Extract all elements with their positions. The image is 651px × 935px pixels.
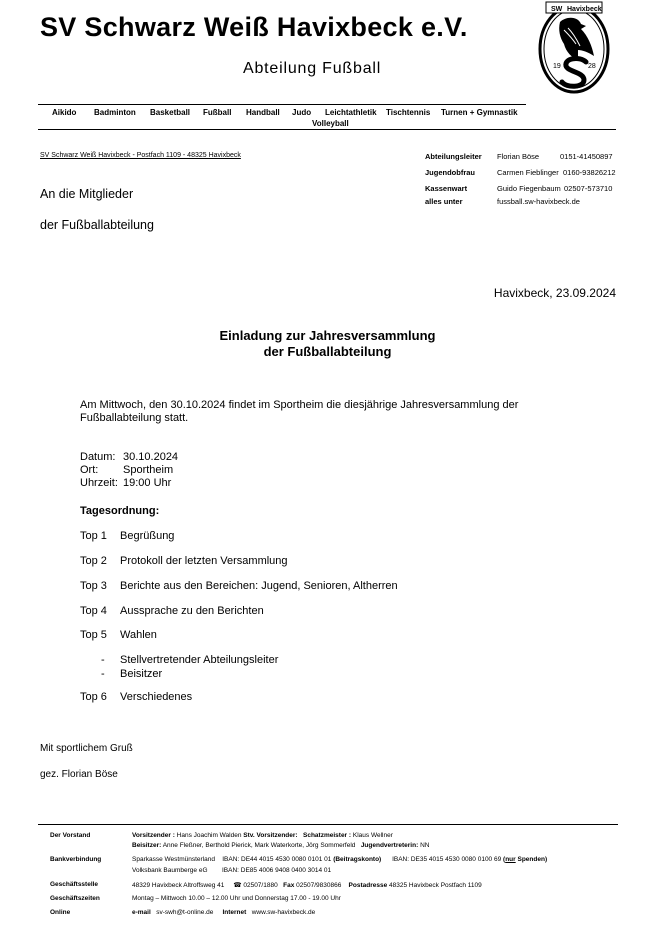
sport-judo: Judo [292, 108, 312, 117]
intro-line-1: Am Mittwoch, den 30.10.2024 findet im Sportheim die diesjährige Jahresversammlung der [80, 399, 519, 411]
election-dash: - [101, 654, 105, 666]
recipient-line-1: An die Mitglieder [40, 187, 134, 201]
contact-label: Jugendobfrau [425, 168, 475, 177]
footer-email-label: e-mail [132, 909, 151, 916]
phone-icon: ☎ [233, 882, 242, 889]
footer-website[interactable]: www.sw-havixbeck.de [251, 909, 316, 916]
footer-assessors-names: Anne Fleßner, Berthold Pierick, Mark Waterkorte, Jörg Sommerfeld [162, 842, 356, 849]
agenda-number: Top 5 [80, 629, 107, 641]
sport-aikido: Aikido [52, 108, 77, 117]
agenda-number: Top 6 [80, 691, 107, 703]
footer-bank1b-open: ( [503, 856, 506, 863]
footer-hours-label: Geschäftszeiten [50, 895, 100, 902]
election-item: Beisitzer [120, 668, 163, 680]
sport-volleyball: Volleyball [312, 119, 349, 128]
place-date: Havixbeck, 23.09.2024 [493, 286, 616, 300]
footer-office-line [132, 881, 482, 889]
footer-internet-label: Internet [222, 909, 247, 916]
contact-label: Kassenwart [425, 184, 468, 193]
sport-handball: Handball [246, 108, 280, 117]
subject-line-2: der Fußballabteilung [263, 344, 392, 359]
subject-line-1: Einladung zur Jahresversammlung [219, 328, 436, 343]
footer-bank1b-only: nur [505, 856, 516, 863]
sport-tischtennis: Tischtennis [386, 108, 431, 117]
sport-basketball: Basketball [150, 108, 191, 117]
footer-chair-label: Vorsitzender : [132, 832, 175, 839]
contact-phone: 0160-93826212 [563, 168, 616, 177]
footer-youth-name: NN [420, 842, 430, 849]
intro-line-2: Fußballabteilung statt. [80, 412, 189, 424]
footer-assessors-label: Beisitzer: [132, 842, 162, 849]
footer-office-address: 48329 Havixbeck Altroffsweg 41 [132, 882, 225, 889]
footer-bank1b-iban: IBAN: DE35 4015 4530 0080 0100 69 [392, 856, 502, 863]
footer-bank2-name: Volksbank Baumberge eG [132, 867, 208, 874]
footer-online-label: Online [50, 909, 71, 916]
sport-turnen-gymnastik: Turnen + Gymnastik [441, 108, 518, 117]
contact-name: Carmen Fieblinger [497, 168, 559, 177]
sports-rule [38, 129, 616, 130]
footer-board-label: Der Vorstand [50, 832, 91, 839]
detail-place-label: Ort: [80, 464, 99, 476]
agenda-item: Verschiedenes [120, 691, 193, 703]
footer-vice-label: Stv. Vorsitzender: [243, 832, 298, 839]
footer-online-line [132, 909, 315, 916]
footer-bank2-line [132, 867, 331, 874]
footer-board-line [132, 832, 393, 839]
footer-youth-label: Jugendvertreterin: [360, 842, 419, 849]
return-address: SV Schwarz Weiß Havixbeck - Postfach 1109 - 48325 Havixbeck [40, 152, 241, 159]
sport-badminton: Badminton [94, 108, 136, 117]
recipient-line-2: der Fußballabteilung [40, 218, 154, 232]
agenda-item: Begrüßung [120, 530, 175, 542]
agenda-number: Top 3 [80, 580, 107, 592]
agenda-item: Berichte aus den Bereichen: Jugend, Senioren, Altherren [120, 580, 398, 592]
detail-place-value: Sportheim [123, 464, 174, 476]
agenda-title: Tagesordnung: [80, 505, 160, 517]
closing-signature: gez. Florian Böse [40, 769, 118, 780]
contact-phone: 02507-573710 [564, 184, 613, 193]
falcon-icon [536, 0, 612, 94]
header-rule [38, 104, 526, 105]
footer-office-phone: 02507/1880 [243, 882, 278, 889]
agenda-number: Top 2 [80, 555, 107, 567]
sport-fussball: Fußball [203, 108, 232, 117]
contact-phone: 0151-41450897 [560, 152, 613, 161]
footer-bank1b-purpose: Spenden) [517, 856, 548, 863]
footer-treasurer-name: Klaus Wellner [352, 832, 393, 839]
footer-rule [38, 824, 618, 825]
detail-time-value: 19:00 Uhr [123, 477, 172, 489]
contact-website[interactable]: fussball.sw-havixbeck.de [497, 197, 580, 206]
logo-text-sw: SW [551, 6, 563, 13]
footer-post-address: 48325 Havixbeck Postfach 1109 [389, 882, 482, 889]
footer-post-label: Postadresse [348, 882, 388, 889]
contact-label: alles unter [425, 197, 463, 206]
footer-bank1-line [132, 856, 547, 863]
footer-bank1-purpose: (Beitragskonto) [333, 856, 382, 863]
contact-name: Florian Böse [497, 152, 540, 161]
contact-name: Guido Fiegenbaum [497, 184, 561, 193]
club-logo [536, 0, 612, 94]
footer-treasurer-label: Schatzmeister : [303, 832, 352, 839]
detail-date-value: 30.10.2024 [123, 451, 179, 463]
club-name: SV Schwarz Weiß Havixbeck e.V. [40, 12, 468, 42]
footer-bank1-name: Sparkasse Westmünsterland [132, 856, 215, 863]
agenda-item: Aussprache zu den Berichten [120, 605, 264, 617]
agenda-item: Protokoll der letzten Versammlung [120, 555, 288, 567]
election-item: Stellvertretender Abteilungsleiter [120, 654, 279, 666]
agenda-number: Top 1 [80, 530, 107, 542]
footer-office-label: Geschäftsstelle [50, 881, 99, 888]
election-dash: - [101, 668, 105, 680]
detail-time-label: Uhrzeit: [80, 477, 118, 489]
sport-leichtathletik: Leichtathletik [325, 108, 377, 117]
agenda-item: Wahlen [120, 629, 157, 641]
footer-bank2-iban: IBAN: DE85 4006 9408 0400 3014 01 [221, 867, 332, 874]
detail-date-label: Datum: [80, 451, 116, 463]
logo-text-havixbeck: Havixbeck [567, 6, 602, 13]
footer-assessors-line [132, 842, 429, 849]
closing-greeting: Mit sportlichem Gruß [40, 743, 133, 754]
agenda-number: Top 4 [80, 605, 107, 617]
logo-year-right: 28 [588, 63, 596, 70]
contact-label: Abteilungsleiter [425, 152, 482, 161]
logo-year-left: 19 [553, 63, 561, 70]
footer-fax-label: Fax [283, 882, 295, 889]
footer-chair-name: Hans Joachim Walden [176, 832, 242, 839]
footer-fax-number: 02507/9830866 [296, 882, 342, 889]
footer-hours-text: Montag – Mittwoch 10.00 – 12.00 Uhr und Donnerstag 17.00 - 19.00 Uhr [132, 895, 341, 902]
footer-bank-label: Bankverbindung [50, 856, 102, 863]
footer-email[interactable]: sv-swh@t-online.de [156, 909, 214, 916]
footer-bank1-iban: IBAN: DE44 4015 4530 0080 0101 01 [222, 856, 332, 863]
department-name: Abteilung Fußball [243, 60, 382, 77]
